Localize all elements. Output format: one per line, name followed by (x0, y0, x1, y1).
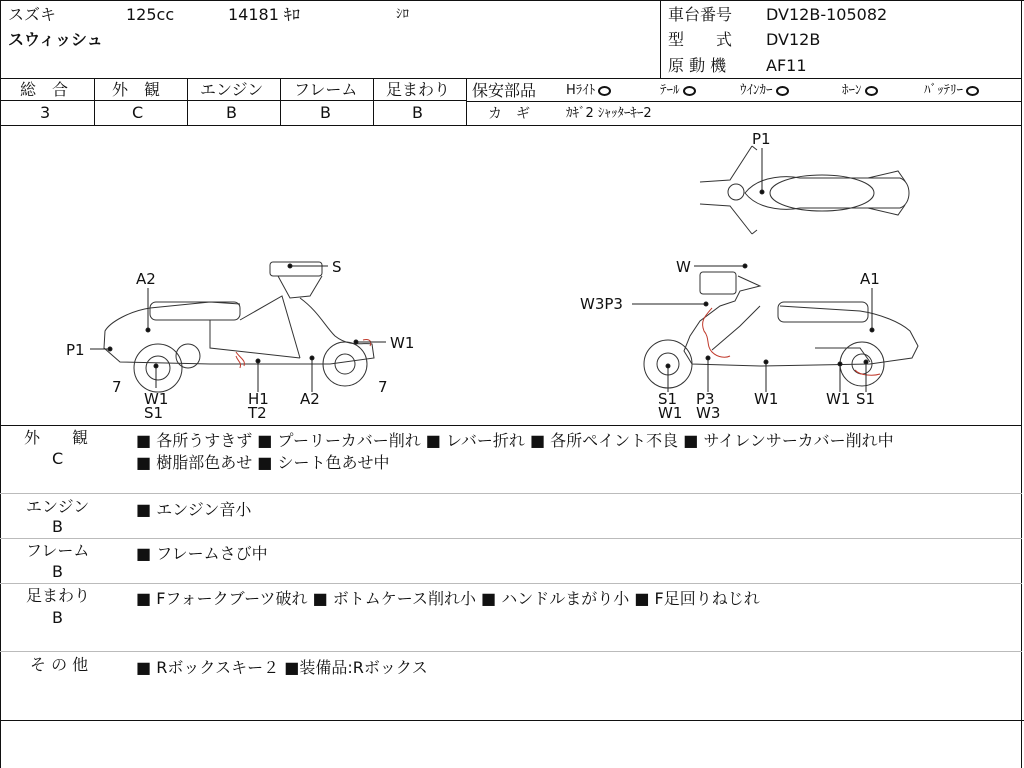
label-left-h1: H1 (248, 390, 269, 408)
label-left-a2b: A2 (300, 390, 320, 408)
safety-item-winker (740, 82, 789, 100)
ok-circle-icon (683, 86, 696, 96)
exterior-grade-label: 外 観 (112, 80, 161, 99)
ok-circle-icon (966, 86, 979, 96)
safety-parts-label: 保安部品 (472, 81, 537, 100)
frame-number-label: 車台番号 (668, 5, 733, 24)
key-label: カ ギ (488, 106, 530, 122)
maker-name: スズキ (8, 5, 57, 24)
label-right-w: W (676, 258, 691, 276)
remark-exterior-line2: ■ 樹脂部色あせ ■ シート色あせ中 (136, 453, 390, 472)
remark-frame-label: フレーム (26, 541, 90, 560)
safety-item-battery (924, 82, 979, 100)
label-left-7b: 7 (378, 378, 388, 396)
frame-number: DV12B-105082 (766, 5, 888, 24)
ok-circle-icon (865, 86, 878, 96)
label-right-s1: S1 (658, 390, 678, 408)
safety-item-label: ﾃｰﾙ (660, 83, 680, 98)
engine-grade: B (226, 103, 237, 122)
remark-engine-grade: B (52, 517, 63, 536)
key-value: ｶｷﾞ2 ｼｬｯﾀｰｷｰ2 (566, 106, 652, 121)
label-left-a2: A2 (136, 270, 156, 288)
frame-grade: B (320, 103, 331, 122)
label-right-a1: A1 (860, 270, 880, 288)
mileage: 14181 ｷﾛ (228, 5, 300, 24)
remark-other-line1: ■ Rボックスキー２ ■装備品:Rボックス (136, 658, 428, 677)
label-left-s: S (332, 258, 342, 276)
label-right-w1c: W1 (826, 390, 851, 408)
safety-item-headlight (566, 82, 611, 100)
safety-item-taillight (660, 82, 696, 100)
label-right-p3: P3 (696, 390, 715, 408)
label-right-w3p3: W3P3 (580, 295, 623, 313)
damage-diagram (0, 126, 1022, 425)
remark-exterior-line1: ■ 各所うすきず ■ プーリーカバー削れ ■ レバー折れ ■ 各所ペイント不良 ■ サイレンサーカバー削れ中 (136, 431, 894, 450)
label-left-p1: P1 (66, 341, 85, 359)
remark-exterior-grade: C (52, 449, 64, 468)
ok-circle-icon (776, 86, 789, 96)
remark-suspension-grade: B (52, 608, 63, 627)
overall-grade-label: 総 合 (20, 80, 69, 99)
engine-grade-label: エンジン (200, 80, 264, 99)
suspension-grade-label: 足まわり (386, 80, 451, 99)
suspension-grade: B (412, 103, 423, 122)
displacement: 125cc (126, 5, 175, 24)
remark-engine-line1: ■ エンジン音小 (136, 500, 252, 519)
safety-item-label: ｳｲﾝｶｰ (740, 83, 773, 98)
label-top-p1: P1 (752, 130, 771, 148)
model-name: スウィッシュ (8, 30, 103, 49)
remark-frame-line1: ■ フレームさび中 (136, 544, 268, 563)
label-left-7a: 7 (112, 378, 122, 396)
label-left-w1: W1 (390, 334, 415, 352)
label-left-t2: T2 (248, 404, 267, 422)
exterior-grade: C (132, 103, 144, 122)
frame-grade-label: フレーム (294, 80, 358, 99)
safety-item-label: Hﾗｲﾄ (566, 83, 596, 98)
label-right-w3: W3 (696, 404, 721, 422)
label-right-w1a: W1 (658, 404, 683, 422)
overall-grade: 3 (40, 103, 51, 122)
type-value: DV12B (766, 30, 821, 49)
engine-type-value: AF11 (766, 56, 807, 75)
type-label: 型 式 (668, 30, 733, 49)
safety-item-label: ﾊﾞｯﾃﾘｰ (924, 83, 963, 98)
remark-suspension-line1: ■ Fフォークブーツ破れ ■ ボトムケース削れ小 ■ ハンドルまがり小 ■ F足回りねじれ (136, 589, 760, 608)
right-side-scooter-icon (644, 272, 918, 388)
safety-item-label: ﾎｰﾝ (842, 83, 862, 98)
remark-other-label: そ の 他 (30, 655, 89, 674)
remark-frame-grade: B (52, 562, 63, 581)
top-view-scooter-icon (700, 146, 909, 234)
label-left-s1: S1 (144, 404, 164, 422)
label-left-w1b: W1 (144, 390, 169, 408)
label-right-s1b: S1 (856, 390, 876, 408)
body-color: ｼﾛ (396, 7, 409, 22)
leader-lines (90, 148, 874, 392)
remark-suspension-label: 足まわり (26, 586, 91, 605)
label-right-w1b: W1 (754, 390, 779, 408)
remark-engine-label: エンジン (26, 497, 90, 516)
ok-circle-icon (598, 86, 611, 96)
safety-item-horn (842, 82, 878, 100)
engine-type-label: 原 動 機 (668, 56, 727, 75)
remark-exterior-label: 外 観 (24, 428, 89, 447)
